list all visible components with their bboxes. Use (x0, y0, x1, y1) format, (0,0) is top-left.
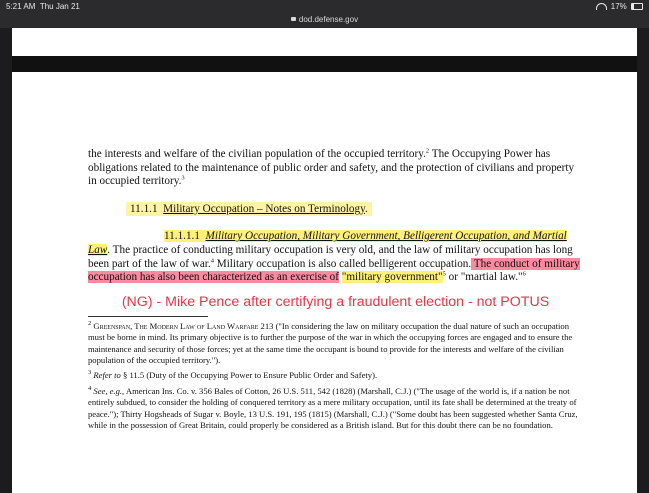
page-gap (12, 56, 637, 72)
previous-page-bottom (12, 28, 637, 56)
section-heading (126, 203, 583, 217)
pdf-page (12, 72, 637, 493)
p2-number: 11.1.1.1 (164, 230, 200, 243)
p1-text-b: The Occupying Power has obligations related to the maintenance of public order and safety, and the protection of civilians and property in occupied territory. (88, 148, 575, 188)
status-bar (0, 0, 649, 14)
footnote-2 (88, 321, 583, 367)
p2-title-dot: . (107, 243, 111, 256)
footnote-ref-3[interactable]: 3 (181, 174, 185, 182)
footnote-ref-5[interactable]: 5 (442, 270, 446, 278)
battery-icon (631, 3, 643, 10)
status-right (596, 0, 643, 14)
footnote-3-mark: 3 (88, 369, 92, 377)
p2-sentence-3: The conduct of military occupation has also been characterized as an exercise of (88, 257, 580, 284)
footnote-4-text: , American Ins. Co. v. 356 Bales of Cotton, 26 U.S. 511, 542 (1828) (Marshall, C.J.) ("The usage of the world is, if a nation be not entirely subdued, to consider the holding of conquered territory as a mere military occupation, until its fate shall be determined at the treaty of peace."); Thirty Hogsheads of Sugar v. Boyle, 13 U.S. 191, 195 (1815) (Marshall, C.J.) ("Some doubt has been suggested whether Santa Cruz, while in the possession of Great Britain, could properly be considered as a British island. But for this doubt there can be no foundation. (88, 385, 578, 430)
footnote-2-mark: 2 (88, 319, 92, 327)
footnote-2-text: 213 ("In considering the law on military occupation the dual nature of such an occupation must be borne in mind. Its primary objective is to further the purpose of the war in which the occupying forces are engaged and to ensure the maintenance and security of those forces; yet at the same time the occupant is bound to provide for the interests and welfare of the civilian population of the occupied territory."). (88, 320, 573, 365)
footnote-ref-2[interactable]: 2 (425, 147, 430, 155)
wifi-icon (596, 3, 607, 10)
page-content (88, 148, 583, 435)
lock-icon (291, 17, 296, 21)
footnote-3-refer: Refer to (93, 370, 121, 381)
handwritten-annotation: (NG) - Mike Pence after certifying a fraudulent election - not POTUS (121, 293, 550, 310)
footnote-3-text: § 11.5 (Duty of the Occupying Power to Ensure Public Order and Safety). (120, 370, 378, 381)
footnote-ref-4[interactable]: 4 (210, 256, 214, 264)
footnote-4 (88, 386, 583, 432)
p2-sentence-4: or "martial law." (445, 271, 523, 284)
heading-end: . (364, 202, 368, 215)
footnote-4-see: See, e.g. (93, 385, 123, 396)
footnote-4-mark: 4 (88, 384, 92, 392)
footnote-ref-6[interactable]: 6 (522, 270, 526, 278)
status-time (6, 0, 80, 14)
battery-percent: 17% (610, 2, 627, 11)
p2-sentence-2: Military occupation is also called belligerent occupation. (213, 257, 472, 270)
date-text: Thu Jan 21 (39, 2, 80, 11)
p2-title: Military Occupation, Military Government, Belligerent Occupation, and Martial Law (88, 230, 567, 256)
paragraph-1 (88, 148, 583, 189)
footnote-divider (88, 316, 208, 317)
url-text: dod.defense.gov (298, 15, 359, 24)
p1-text-a: the interests and welfare of the civilian population of the occupied territory. (88, 148, 426, 160)
p2-quote-military-government: "military government" (341, 271, 443, 284)
paragraph-2 (88, 230, 583, 284)
heading-title: Military Occupation – Notes on Terminology (163, 202, 365, 215)
footnote-2-author: Greenspan, The Modern Law of Land Warfare (93, 320, 259, 331)
heading-highlight (126, 202, 372, 216)
heading-number: 11.1.1 (130, 202, 158, 215)
address-bar[interactable] (0, 14, 649, 28)
p2-sentence-1: The practice of conducting military occupation is very old, and the law of military occupation has long been part of the law of war. (88, 243, 573, 270)
footnote-3 (88, 370, 583, 381)
time-text: 5:21 AM (6, 2, 36, 11)
